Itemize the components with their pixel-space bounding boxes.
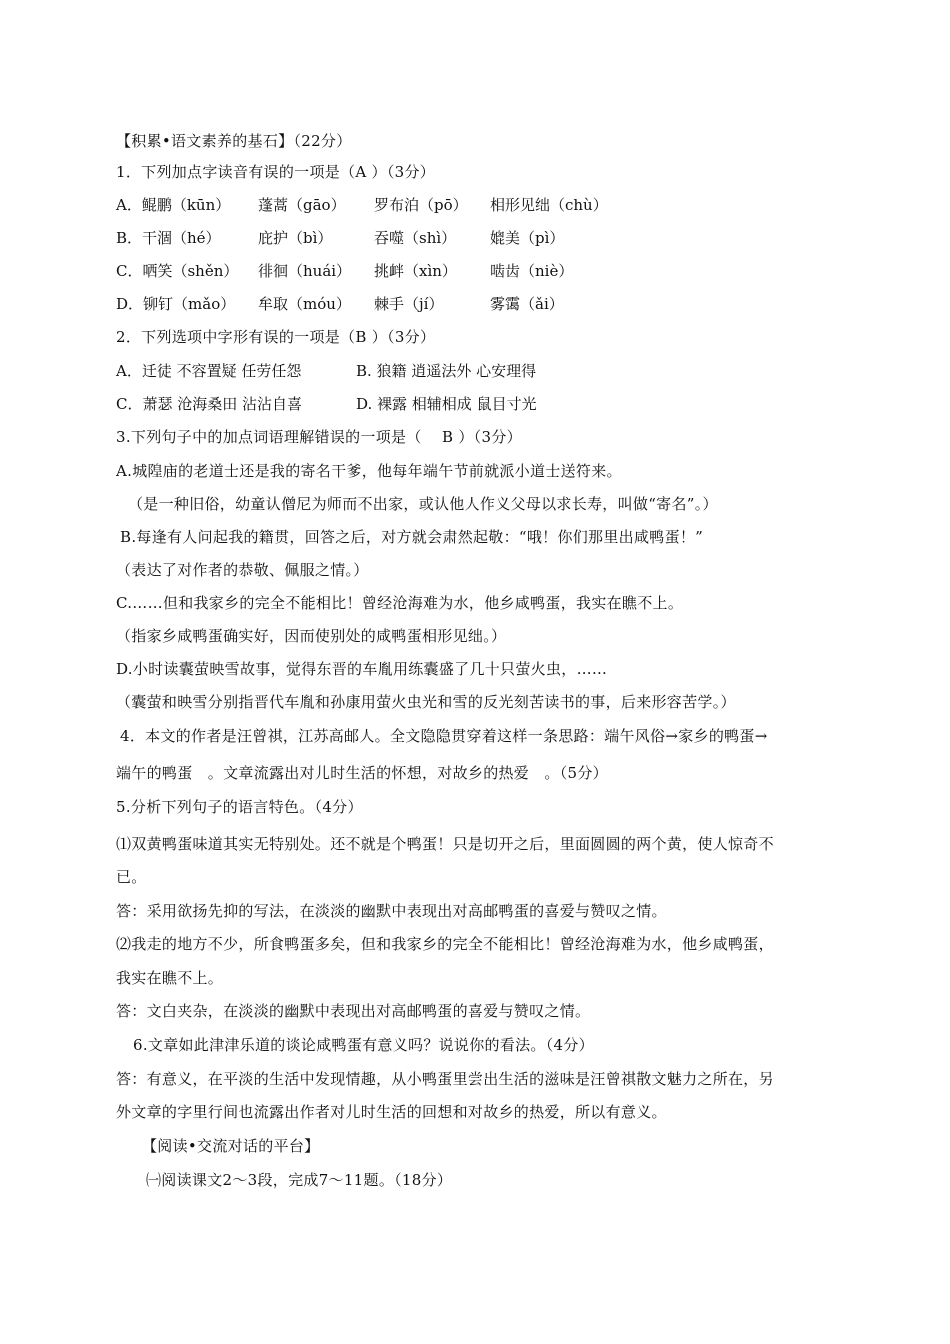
q5-sentence-1-line-2: 已。 xyxy=(116,868,147,886)
q5-sentence-2-line-2: 我实在瞧不上。 xyxy=(116,969,224,987)
q1-option-d-1: D．铆钉（mǎo） xyxy=(116,295,236,313)
q3-option-b-note: （表达了对作者的恭敬、佩服之情。） xyxy=(116,561,369,579)
q1-option-d-3: 棘手（jí） xyxy=(374,295,444,313)
reading-subsection-1: ㈠阅读课文2～3段，完成7～11题。（18分） xyxy=(146,1171,453,1189)
section-heading-reading: 【阅读•交流对话的平台】 xyxy=(142,1137,320,1155)
q5-sentence-1-line-1: ⑴双黄鸭蛋味道其实无特别处。还不就是个鸭蛋！只是切开之后，里面圆圆的两个黄，使人惊奇不 xyxy=(116,835,774,853)
q2-option-d: D. 裸露 相辅相成 鼠目寸光 xyxy=(356,395,537,413)
q5-answer-1: 答：采用欲扬先抑的写法，在淡淡的幽默中表现出对高邮鸭蛋的喜爱与赞叹之情。 xyxy=(116,902,667,920)
q1-option-c-4: 啮齿（niè） xyxy=(490,262,574,280)
q1-option-c-2: 徘徊（huái） xyxy=(258,262,352,280)
q5-sentence-2-line-1: ⑵我走的地方不少，所食鸭蛋多矣，但和我家乡的完全不能相比！曾经沧海难为水，他乡咸鸭蛋， xyxy=(116,935,774,953)
q1-option-d-2: 牟取（móu） xyxy=(258,295,351,313)
q5-answer-2: 答：文白夹杂，在淡淡的幽默中表现出对高邮鸭蛋的喜爱与赞叹之情。 xyxy=(116,1002,591,1020)
question-2-stem: 2．下列选项中字形有误的一项是（B ）（3分） xyxy=(116,328,436,346)
q1-option-a-3: 罗布泊（pō） xyxy=(374,196,468,214)
q3-option-d-note: （囊萤和映雪分别指晋代车胤和孙康用萤火虫光和雪的反光刻苦读书的事，后来形容苦学。） xyxy=(116,693,736,711)
question-5-stem: 5.分析下列句子的语言特色。（4分） xyxy=(116,798,363,816)
q6-answer-line-2: 外文章的字里行间也流露出作者对儿时生活的回想和对故乡的热爱，所以有意义。 xyxy=(116,1103,667,1121)
question-4-line-2: 端午的鸭蛋 。文章流露出对儿时生活的怀想，对故乡的热爱 。（5分） xyxy=(116,764,608,782)
question-3-stem: 3.下列句子中的加点词语理解错误的一项是（ B ）（3分） xyxy=(116,428,522,446)
q2-option-a: A．迁徒 不容置疑 任劳任怨 xyxy=(116,362,302,380)
q1-option-d-4: 雾霭（ǎi） xyxy=(490,295,564,313)
q1-option-b-2: 庇护（bì） xyxy=(258,229,333,247)
q3-option-c-note: （指家乡咸鸭蛋确实好，因而使别处的咸鸭蛋相形见绌。） xyxy=(116,627,507,645)
q3-option-a-note: （是一种旧俗，幼童认僧尼为师而不出家，或认他人作义父母以求长寿，叫做“寄名”。） xyxy=(128,495,718,513)
question-1-stem: 1．下列加点字读音有误的一项是（A ）（3分） xyxy=(116,163,436,181)
q1-option-a-1: A．鲲鹏（kūn） xyxy=(116,196,231,214)
q2-option-b: B. 狼籍 逍遥法外 心安理得 xyxy=(356,362,537,380)
q1-option-a-4: 相形见绌（chù） xyxy=(490,196,608,214)
q2-option-c: C．萧瑟 沧海桑田 沾沾自喜 xyxy=(116,395,303,413)
question-6-stem: 6.文章如此津津乐道的谈论咸鸭蛋有意义吗？说说你的看法。（4分） xyxy=(133,1036,594,1054)
q1-option-c-3: 挑衅（xìn） xyxy=(374,262,457,280)
q3-option-c: C.……但和我家乡的完全不能相比！曾经沧海难为水，他乡咸鸭蛋，我实在瞧不上。 xyxy=(116,594,684,612)
q3-option-a: A.城隍庙的老道士还是我的寄名干爹，他每年端午节前就派小道士送符来。 xyxy=(116,462,622,480)
q1-option-b-1: B．干涸（hé） xyxy=(116,229,221,247)
q1-option-a-2: 蓬蒿（gāo） xyxy=(258,196,346,214)
q1-option-b-3: 吞噬（shì） xyxy=(374,229,457,247)
q3-option-b: B.每逢有人问起我的籍贯，回答之后，对方就会肃然起敬：“哦！你们那里出咸鸭蛋！” xyxy=(120,528,704,546)
q3-option-d: D.小时读囊萤映雪故事，觉得东晋的车胤用练囊盛了几十只萤火虫，…… xyxy=(116,660,608,678)
section-heading-accumulation: 【积累•语文素养的基石】（22分） xyxy=(116,132,352,150)
question-4-line-1: 4．本文的作者是汪曾祺，江苏高邮人。全文隐隐贯穿着这样一条思路：端午风俗→家乡的鸭蛋→ xyxy=(120,727,768,745)
q1-option-b-4: 媲美（pì） xyxy=(490,229,565,247)
q1-option-c-1: C．哂笑（shěn） xyxy=(116,262,239,280)
q6-answer-line-1: 答：有意义，在平淡的生活中发现情趣，从小鸭蛋里尝出生活的滋味是汪曾祺散文魅力之所在，另 xyxy=(116,1070,774,1088)
